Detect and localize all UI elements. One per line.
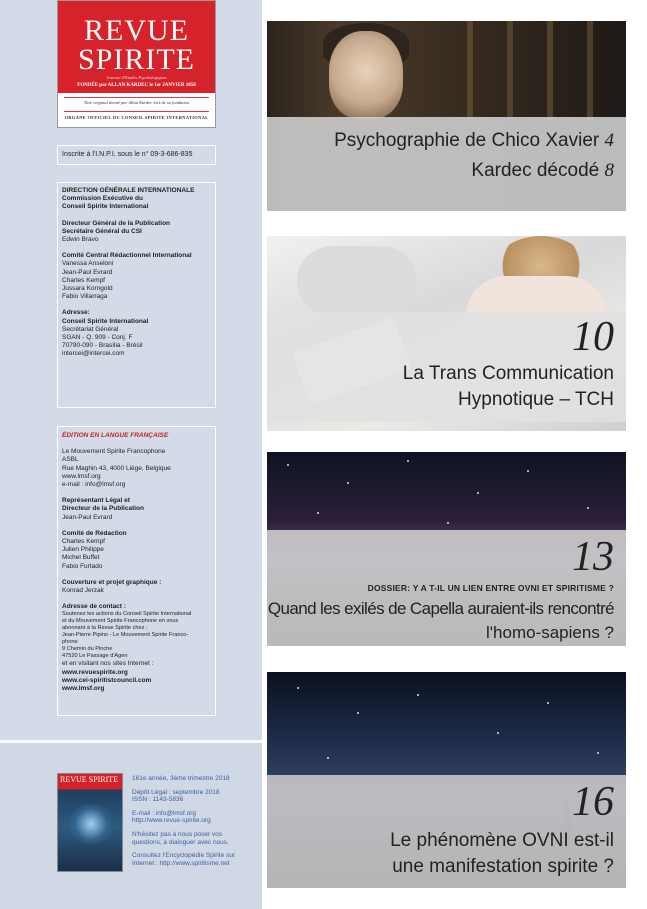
comite-member: Michel Buffet (62, 554, 100, 562)
site-link[interactable]: www.lmsf.org (62, 685, 105, 693)
feature-band (267, 530, 626, 646)
invite-text: questions, à dialoguer avec nous. (132, 838, 229, 846)
contact-line: et en visitant nos sites Internet : (62, 660, 154, 668)
edition-fr-heading: ÉDITION EN LANGUE FRANÇAISE (62, 432, 169, 439)
annee-text: 161e année, 3ème trimestre 2018 (132, 775, 230, 782)
edition-fr-box (57, 426, 216, 716)
couverture-title: Couverture et projet graphique : (62, 578, 162, 586)
feature-chico-xavier[interactable] (267, 21, 626, 211)
feature-title: Hypnotique – TCH (458, 389, 614, 410)
masthead-title-2: SPIRITE (77, 43, 195, 76)
page-number: 16 (572, 779, 614, 825)
cover-thumbnail (57, 773, 123, 872)
masthead-organe: ORGANE OFFICIEL DU CONSEIL SPIRITE INTERNATIONAL (64, 115, 209, 120)
feature-title: Psychographie de Chico Xavier 4 (334, 130, 614, 151)
dg-name: Edwin Bravo (62, 236, 99, 244)
site-link[interactable]: http://www.revue-spirite.org (132, 817, 211, 825)
comite-member: Julien Philippe (62, 546, 104, 554)
feature-capella[interactable] (267, 452, 626, 646)
masthead-subtitle: Journal d'Etudes Psychologiques (106, 75, 167, 80)
adresse-line: 70790-090 - Brasília - Brésil (62, 342, 143, 350)
comite-member: Fabio Furtado (62, 562, 103, 570)
contact-line: 47520 Le Passage d'Agen (62, 653, 128, 660)
contact-line: abonnant à la Revue Spirite chez : (62, 625, 148, 632)
comite-member: Jean-Paul Evrard (62, 268, 113, 276)
comite-member: Charles Kempf (62, 276, 105, 284)
email-link[interactable]: E-mail : info@lmsf.org (132, 809, 197, 817)
comite-redaction-title: Comité de Rédaction (62, 529, 127, 537)
adresse-org: Conseil Spirite International (62, 317, 149, 325)
feature-band (267, 775, 626, 888)
contact-line: Jean-Pierre Pipino - Le Mouvement Spirite Franco- (62, 632, 189, 639)
feature-ovni[interactable] (267, 672, 626, 888)
encyclopedie-link[interactable]: Internet : http://www.spiritisme.net (132, 859, 230, 867)
contact-title: Adresse de contact : (62, 603, 126, 611)
feature-tch[interactable] (267, 236, 626, 431)
cover-thumbnail-title: REVUE SPIRITE (60, 775, 118, 784)
org-website-link[interactable]: www.lmsf.org (62, 472, 101, 480)
feature-band (267, 312, 626, 422)
feature-title: une manifestation spirite ? (392, 856, 614, 877)
inpi-text: Inscrite à l'I.N.P.I. sous le n° 09-3-686-835 (62, 151, 193, 158)
issn-text: ISSN : 1143-5836 (132, 796, 184, 804)
direction-heading: DIRECTION GÉNÉRALE INTERNATIONALE (62, 187, 195, 194)
org-email-link[interactable]: e-mail : info@lmsf.org (62, 481, 126, 489)
dg-title: Directeur Général de la Publication (62, 219, 171, 227)
contact-line: et du Mouvement Spirite Francophone en vous (62, 618, 179, 625)
site-link[interactable]: www.revuespirite.org (62, 668, 128, 676)
feature-title: La Trans Communication (402, 363, 614, 384)
adresse-line: SGAN - Q. 909 - Conj. F (62, 334, 133, 342)
feature-title: l'homo-sapiens ? (486, 623, 614, 642)
org-line: Rue Maghin 43, 4000 Liège, Belgique (62, 464, 171, 472)
rep-name: Jean-Paul Evrard (62, 513, 113, 521)
rep-title-2: Directeur de la Publication (62, 505, 144, 513)
feature-title: Kardec décodé 8 (471, 160, 614, 181)
comite-member: Jussara Korngold (62, 285, 113, 293)
feature-title: Quand les exilés de Capella auraient-ils rencontré (267, 599, 614, 618)
masthead-logo (57, 0, 216, 128)
depot-text: Dépôt Légal : septembre 2018 (132, 788, 220, 796)
direction-heading-2: Commission Exécutive du (62, 195, 143, 203)
page-number: 10 (572, 314, 614, 360)
adresse-email[interactable]: intercei@intercei.com (62, 350, 125, 358)
direction-heading-3: Conseil Spirite International (62, 203, 149, 211)
masthead-title-1: REVUE (84, 14, 189, 47)
contact-line: Soutenez les actions du Conseil Spirite International (62, 611, 192, 618)
feature-band (267, 117, 626, 211)
publication-info (132, 775, 260, 873)
dg-title-2: Secrétaire Général du CSI (62, 227, 142, 235)
contact-line: phone (62, 639, 78, 646)
portrait-face (329, 31, 403, 119)
adresse-line: Secrétariat Général (62, 325, 119, 333)
comite-member: Charles Kempf (62, 538, 105, 546)
encyclopedie-text: Consultez l'Encyclopédie Spirite sur (132, 852, 236, 860)
adresse-title: Adresse: (62, 309, 90, 317)
masthead-tagline: Titre original donné par Allan Kardec lors de sa fondation (83, 100, 190, 105)
page-number: 13 (572, 534, 614, 580)
org-line: ASBL (62, 456, 79, 464)
site-link[interactable]: www.cei-spiritistcouncil.com (62, 676, 152, 684)
feature-title: Le phénomène OVNI est-il (390, 830, 614, 851)
inpi-box (57, 145, 216, 165)
dossier-kicker: DOSSIER: Y A T-IL UN LIEN ENTRE OVNI ET SPIRITISME ? (367, 583, 614, 593)
masthead-founded: FONDÉE par ALLAN KARDEC le 1er JANVIER 1858 (77, 83, 196, 88)
contact-line: 9 Chemin du Pinche (62, 646, 113, 653)
comite-member: Vanessa Anseloni (62, 260, 114, 268)
direction-box (57, 182, 216, 408)
invite-text: N'hésitez pas à nous poser vos (132, 830, 223, 838)
org-line: Le Mouvement Spirite Francophone (62, 448, 166, 456)
comite-member: Fabio Villarraga (62, 293, 108, 301)
masthead-rule (64, 111, 209, 112)
masthead-rule (64, 97, 209, 98)
rep-title: Représentant Légal et (62, 497, 130, 505)
couverture-name: Konrad Jerzak (62, 587, 104, 595)
comite-title: Comité Central Rédactionnel International (62, 252, 192, 260)
